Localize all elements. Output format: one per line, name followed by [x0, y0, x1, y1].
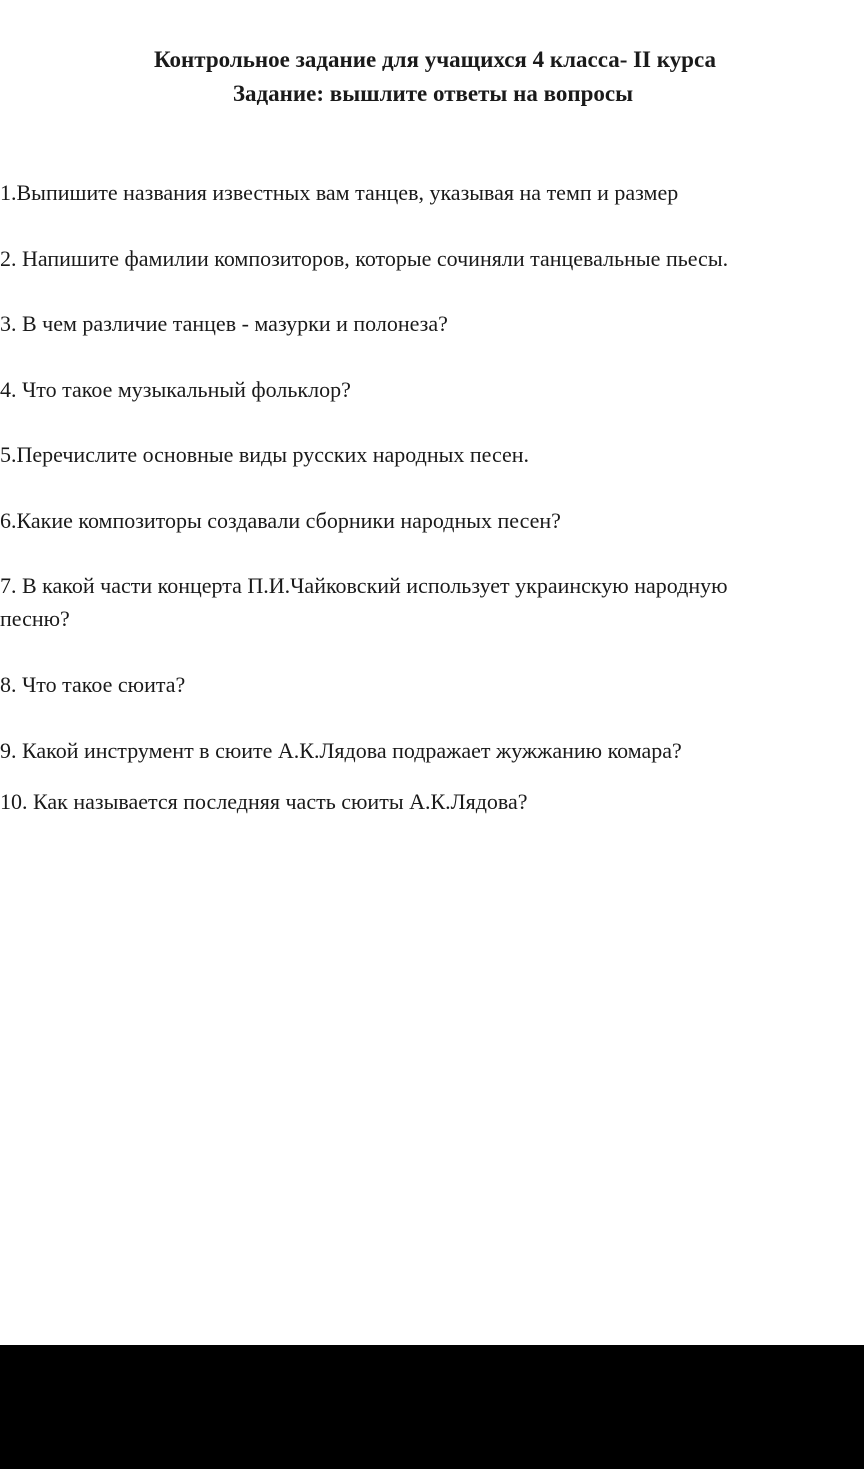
question-6: 6.Какие композиторы создавали сборники народных песен?: [0, 508, 561, 533]
question-1: 1.Выпишите названия известных вам танцев, указывая на темп и размер: [0, 180, 679, 205]
document-title: Контрольное задание для учащихся 4 класса- II курса: [154, 47, 716, 72]
question-10: 10. Как называется последняя часть сюиты А.К.Лядова?: [0, 789, 528, 814]
question-2: 2. Напишите фамилии композиторов, которые сочиняли танцевальные пьесы.: [0, 246, 729, 271]
question-3: 3. В чем различие танцев - мазурки и полонеза?: [0, 311, 448, 336]
bottom-black-bar: [0, 1345, 864, 1469]
document-subtitle: Задание: вышлите ответы на вопросы: [232, 81, 634, 106]
question-4: 4. Что такое музыкальный фольклор?: [0, 377, 351, 402]
question-5: 5.Перечислите основные виды русских народных песен.: [0, 442, 530, 467]
question-7-continuation: песню?: [0, 606, 70, 631]
question-7: 7. В какой части концерта П.И.Чайковский использует украинскую народную: [0, 573, 728, 598]
question-9: 9. Какой инструмент в сюите А.К.Лядова подражает жужжанию комара?: [0, 738, 682, 763]
question-8: 8. Что такое сюита?: [0, 672, 186, 697]
